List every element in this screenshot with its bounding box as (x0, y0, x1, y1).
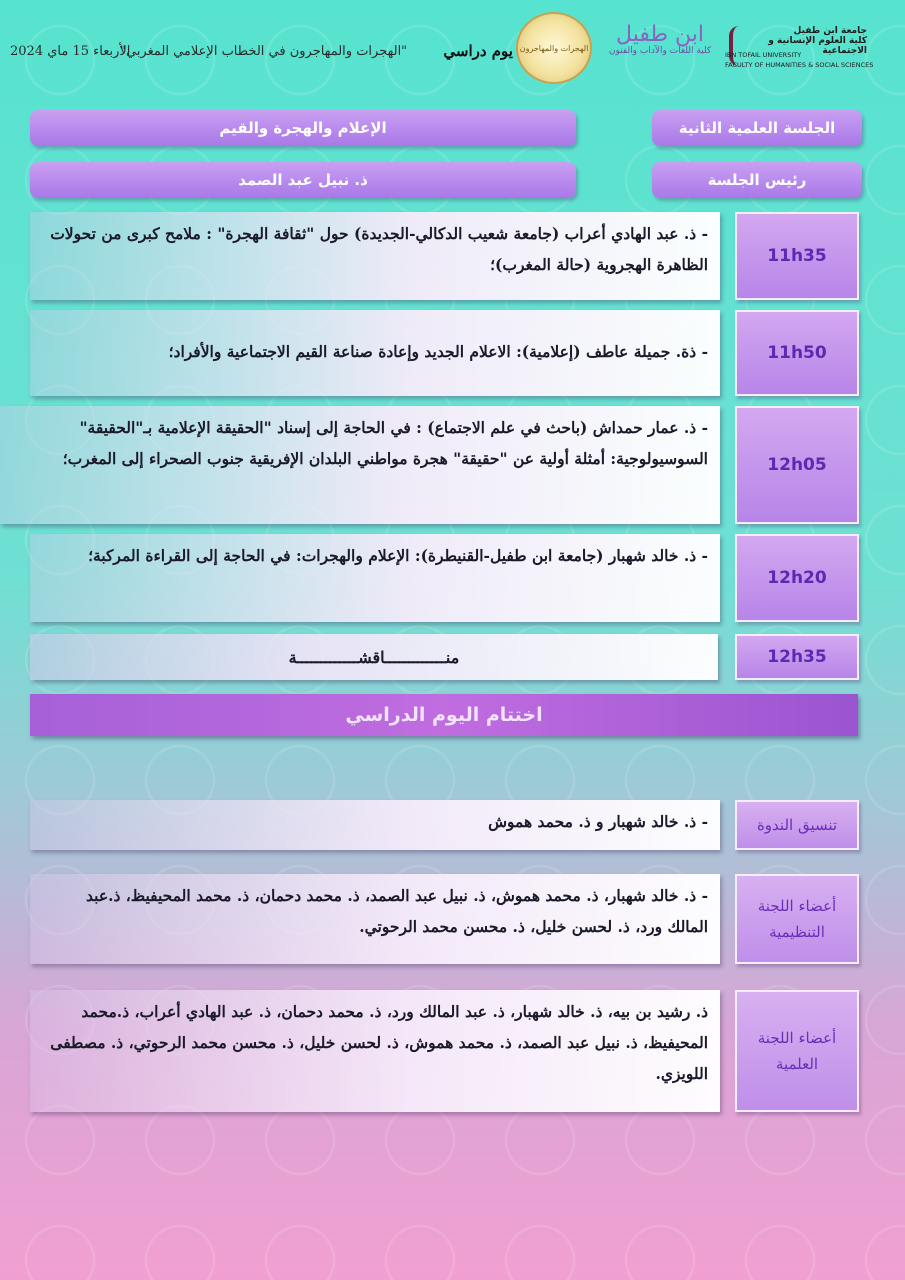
session-chair-name: ذ. نبيل عبد الصمد (30, 162, 576, 198)
study-day-label: يوم دراسي (443, 42, 513, 60)
university-ar: جامعة ابن طفيل (793, 26, 867, 36)
committee-coordination: - ذ. خالد شهبار و ذ. محمد هموش (30, 800, 720, 850)
faculty-en: FACULTY OF HUMANITIES & SOCIAL SCIENCES (725, 61, 874, 69)
session-chair-label: رئيس الجلسة (652, 162, 862, 198)
talk-time-3: 12h05 (735, 406, 859, 524)
faculty-logo (600, 24, 720, 74)
committee-label-scientific: أعضاء اللجنة العلمية (735, 990, 859, 1112)
faculty-ar: كلية العلوم الإنسانية و الاجتماعية (768, 36, 867, 56)
committee-scientific: ذ. رشيد بن بيه، ذ. خالد شهبار، ذ. عبد المالك ورد، ذ. محمد دحمان، ذ. عبد الهادي أعراب، ذ.محمد المحيفيظ، ذ. نبيل عبد الصمد، ذ. محمد هموش، ذ. لحسن خليل، ذ. محسن محمد الرحوتي، ذ. مصطفى اللويزي. (30, 990, 720, 1112)
discussion-label: منـــــــــــــاقشـــــــــــــة (30, 634, 718, 680)
session-label: الجلسة العلمية الثانية (652, 110, 862, 146)
committee-label-coordination: تنسيق الندوة (735, 800, 859, 850)
header-study-day (443, 42, 513, 60)
faculty-logo-mark: ابن طفيل (616, 22, 704, 47)
talk-time-4: 12h20 (735, 534, 859, 622)
university-en: IBN TOFAIL UNIVERSITY (725, 51, 802, 59)
page-header (0, 0, 905, 90)
committee-label-organizing: أعضاء اللجنة التنظيمية (735, 874, 859, 964)
header-date: الأربعاء 15 ماي 2024 (10, 44, 131, 59)
committee-organizing: - ذ. خالد شهبار، ذ. محمد هموش، ذ. نبيل عبد الصمد، ذ. محمد دحمان، ذ. محمد المحيفيظ، ذ.عبد المالك ورد، ذ. لحسن خليل، ذ. محسن محمد الرحوتي. (30, 874, 720, 964)
closing-banner: اختتام اليوم الدراسي (30, 694, 858, 736)
talk-item-3: - ذ. عمار حمداش (باحث في علم الاجتماع) : في الحاجة إلى إسناد "الحقيقة الإعلامية بـ"الحقيقة" السوسيولوجية: أمثلة أولية عن "حقيقة" هجرة مواطني البلدان الإفريقية جنوب الصحراء إلى المغرب؛ (0, 406, 720, 524)
session-title: الإعلام والهجرة والقيم (30, 110, 576, 146)
talk-item-4: - ذ. خالد شهبار (جامعة ابن طفيل-القنيطرة): الإعلام والهجرات: في الحاجة إلى القراءة المركبة؛ (30, 534, 720, 622)
university-name-en (725, 50, 885, 70)
conference-logo-text: الهجرات والمهاجرون (519, 43, 589, 53)
university-logo (725, 20, 895, 80)
header-study-title: "الهجرات والمهاجرون في الخطاب الإعلامي المغربي" (120, 44, 408, 59)
conference-logo (516, 12, 592, 84)
faculty-logo-text: كلية اللغات والآداب والفنون (608, 46, 712, 56)
talk-item-1: - ذ. عبد الهادي أعراب (جامعة شعيب الدكالي-الجديدة) حول "ثقافة الهجرة" : ملامح كبرى من تحولات الظاهرة الهجروية (حالة المغرب)؛ (30, 212, 720, 300)
talk-time-1: 11h35 (735, 212, 859, 300)
talk-time-2: 11h50 (735, 310, 859, 396)
talk-item-2: - ذة. جميلة عاطف (إعلامية): الاعلام الجديد وإعادة صناعة القيم الاجتماعية والأفراد؛ (30, 310, 720, 396)
discussion-time: 12h35 (735, 634, 859, 680)
